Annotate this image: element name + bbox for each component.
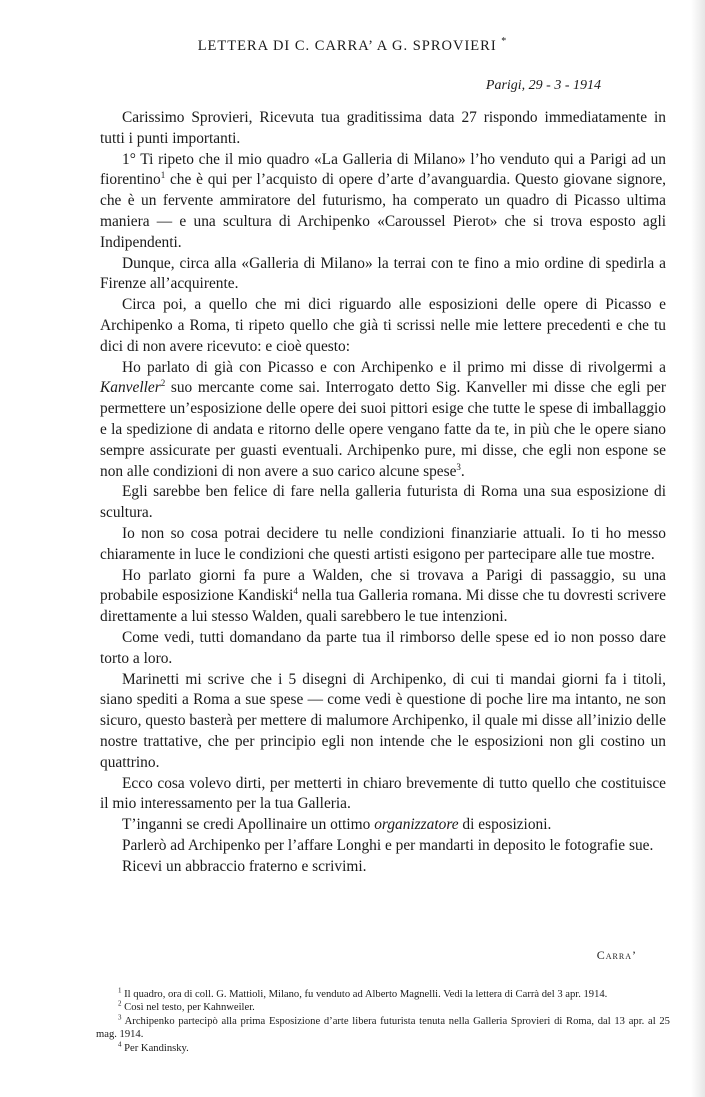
footnote-ref: 1 [160,170,166,181]
paragraph-text: Parlerò ad Archipenko per l’affare Longhi e per mandarti in deposito le fotografie sue. [122,836,654,854]
letter-paragraph [100,150,666,254]
footnote-number: 4 [118,1040,122,1049]
letter-title: LETTERA DI C. CARRA’ A G. SPROVIERI [197,37,497,54]
letter-paragraph [100,482,666,524]
paragraph-text: Io non so cosa potrai decidere tu nelle condizioni finanziarie attuali. Io ti ho messo chiaramente in luce le condizioni che questi artisti esigono per partecipare alle tue mostre. [100,524,666,563]
footnote-number: 1 [118,986,122,995]
letter-dateline: Parigi, 29 - 3 - 1914 [485,78,601,93]
letter-paragraph [100,670,666,774]
footnote-number: 3 [118,1013,122,1022]
paragraph-text: Come vedi, tutti domandano da parte tua il rimborso delle spese ed io non posso dare torto a loro. [100,628,666,667]
paragraph-text: Carissimo Sprovieri, Ricevuta tua graditissima data 27 rispondo immediatamente in tutti i punti importanti. [100,109,666,147]
paragraph-text: 1° Ti ripeto che il mio quadro «La Galleria di Milano» l’ho venduto qui a Parigi ad un fiorentino [100,150,666,189]
footnote-text: Il quadro, ora di coll. G. Mattioli, Milano, fu venduto ad Alberto Magnelli. Vedi la lettera di Carrà del 3 apr. 1914. [124,989,608,1000]
letter-paragraph [100,524,666,566]
letter-paragraph [100,108,666,150]
paragraph-text: Ho parlato giorni fa pure a Walden, che si trovava a Parigi di passaggio, su una probabile esposizione Kandiski [100,566,666,605]
paragraph-text-end: . [460,462,465,480]
paragraph-text: Ricevi un abbraccio fraterno e scrivimi. [122,857,367,875]
paragraph-text: Ho parlato di già con Picasso e con Archipenko e il primo mi disse di rivolgermi a [122,358,666,376]
paragraph-text-continued: nella tua Galleria romana. Mi disse che tu dovresti scrivere direttamente a lui stesso Walden, quali sarebbero le tue intenzioni. [100,587,667,626]
footnote-number: 2 [118,999,122,1008]
paragraph-text: T’inganni se credi Apollinaire un ottimo [122,816,371,834]
letter-paragraph [100,836,666,857]
paragraph-text: Marinetti mi scrive che i 5 disegni di Archipenko, di cui ti mandai giorni fa i titoli, siano spediti a Roma a sue spese — come vedi è questione di poche lire ma intanto, ne son sicuro, questo basterà per mettere di malumore Archipenko, il quale mi disse all’inizio delle nostre trattative, che per principio egli non intende che le esposizioni non gli costino un quattrino. [100,670,666,771]
paragraph-text-continued: di esposizioni. [458,816,552,834]
footnote-ref: 4 [293,586,298,597]
title-footnote-mark: * [501,36,508,47]
letter-paragraph [100,774,666,816]
footnote-ref: 3 [456,461,461,472]
letter-paragraph [100,358,666,483]
letter-paragraph [100,566,666,628]
letter-paragraph [100,628,666,670]
paragraph-text: Circa poi, a quello che mi dici riguardo alle esposizioni delle opere di Picasso e Archipenko a Roma, ti ripeto quello che già ti scrissi nelle mie lettere precedenti e che tu dici di non avere ricevuto: e cioè questo: [100,296,666,355]
letter-paragraph [100,254,666,296]
footnote [96,1042,670,1055]
letter-body [100,108,666,877]
emphasized-term: organizzatore [374,816,459,834]
footnotes [96,988,670,1055]
letter-paragraph [100,295,666,357]
footnote [96,988,670,1001]
paragraph-text: Ecco cosa volevo dirti, per metterti in chiaro brevemente di tutto quello che costituisce il mio interessamento per la tua Galleria. [100,774,666,813]
footnote [96,1001,670,1014]
footnote-text: Così nel testo, per Kahnweiler. [124,1002,255,1014]
footnote-text: Per Kandinsky. [124,1042,189,1054]
page-edge-shadow [691,0,705,1097]
footnote-text: Archipenko partecipò alla prima Esposizione d’arte libera futurista tenuta nella Galleria Sprovieri di Roma, dal 13 apr. al 25 mag. 1914. [96,1015,670,1041]
paragraph-text: Egli sarebbe ben felice di fare nella galleria futurista di Roma una sua esposizione di scultura. [100,483,666,522]
emphasized-term: Kanveller [100,379,161,397]
letter-signature: Carra’ [596,948,637,962]
paragraph-text-continued: suo mercante come sai. Interrogato detto Sig. Kanveller mi disse che egli per permettere un’esposizione delle opere dei suoi pittori esige che tutte le spese di imballaggio e la spedizione di andata e ritorno delle opere vengano fatte da te, in più che le opere siano sempre assicurate per guasti eventuali. Archipenko pure, mi disse, che egli non espone se non alle condizioni di non avere a suo carico alcune spese [100,379,666,480]
letter-heading [0,36,705,55]
paragraph-text-continued: che è qui per l’acquisto di opere d’arte d’avanguardia. Questo giovane signore, che è un fervente ammiratore del futurismo, ha comperato un quadro di Picasso ultima maniera — e una scultura di Archipenko «Caroussel Pierot» che si trova esposto agli Indipendenti. [100,171,666,251]
letter-paragraph [100,815,666,836]
footnote-ref: 2 [160,378,166,389]
footnote [96,1015,670,1042]
paragraph-text: Dunque, circa alla «Galleria di Milano» la terrai con te fino a mio ordine di spedirla a Firenze all’acquirente. [100,254,666,293]
letter-paragraph [100,857,666,878]
